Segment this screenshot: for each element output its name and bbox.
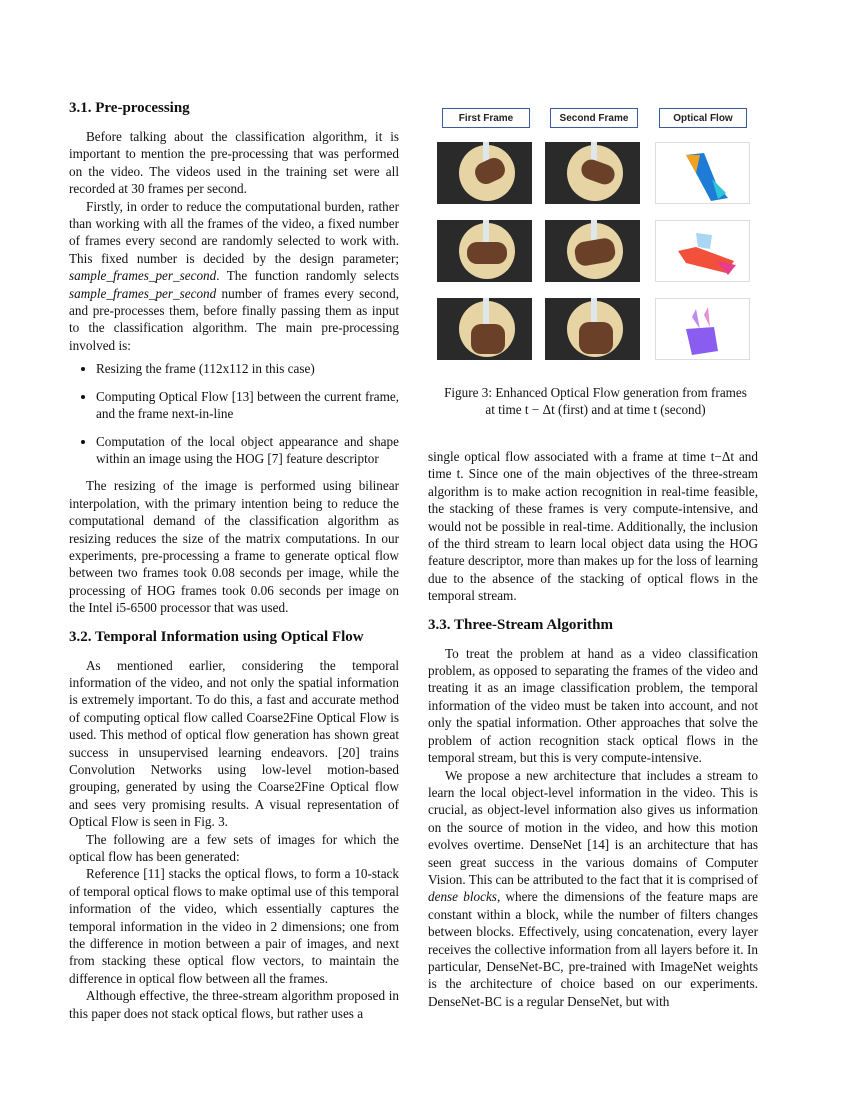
paragraph: As mentioned earlier, considering the temporal information of the video, and not only the spatial information is extremely important. To do this, a fast and accurate method of computing optical flow called Coarse2Fine Optical Flow is used. This method of optical flow generation has shown great success in unsupervised learning endeavors. [20] trains Convolution Networks using low-level motion-based grouping, generated by using the Coarse2Fine Optical flow and sees very promising results. A visual representation of Optical Flow is seen in Fig. 3. [69, 657, 399, 830]
paragraph: The following are a few sets of images for which the optical flow has been generated: [69, 831, 399, 865]
paragraph: Before talking about the classification algorithm, it is important to mention the pre-processing that was performed on the video. The videos used in the training set were all recorded at 30 frames per second. [69, 129, 399, 197]
paragraph: single optical flow associated with a frame at time t−Δt and time t. Since one of the main objectives of the three-stream algorithm is to make action recognition in real-time feasible, the stacking of these frames is very compute-intensive, and would not be possible in real-time. Additionally, the inclusion of the third stream to learn local object data using the HOG feature descriptor, more than makes up for the loss of learning due to the absence of the stacking of optical flows in the temporal stream. [428, 449, 758, 604]
first-frame-image [437, 298, 532, 360]
optical-flow-image [655, 142, 750, 204]
paragraph: Firstly, in order to reduce the computational burden, rather than working with all the frames of the video, a fixed number of frames every second are randomly selected to work with. This fixed number is decided by the design parameter; sample_frames_per_second. The function randomly selects sample_frames_per_second number of frames every second, and pre-processes them, before finally passing them as input to the classification algorithm. The main pre-processing involved is: [69, 198, 399, 353]
label-first-frame: First Frame [442, 108, 530, 128]
optical-flow-image [655, 298, 750, 360]
figure-caption: Figure 3: Enhanced Optical Flow generation from frames at time t − Δt (first) and at time t (second) [444, 385, 747, 417]
figure-optical-flow [437, 108, 755, 363]
second-frame-image [545, 298, 640, 360]
second-frame-image [545, 142, 640, 204]
list-item: • Computing Optical Flow [13] between the current frame, and the frame next-in-line [96, 388, 399, 423]
left-column [69, 98, 399, 1022]
paragraph: We propose a new architecture that includes a stream to learn the local object-level information in the video. This is crucial, as object-level information also gives us information on the source of motion in the video, and how this motion evolves overtime. DenseNet [14] is an architecture that has seen great success in the various domains of Computer Vision. This can be attributed to the fact that it is comprised of dense blocks, where the dimensions of the feature maps are constant within a block, while the number of filters changes between blocks. Effectively, using concatenation, every layer receives the collective information from all layers before it. In particular, DenseNet-BC, pre-trained with ImageNet weights is the architecture of choice based on our experiments. DenseNet-BC is a regular DenseNet, but with [428, 767, 758, 1009]
optical-flow-image [655, 220, 750, 282]
section-title-preprocessing: 3.1. Pre-processing [69, 100, 190, 116]
list-item: • Resizing the frame (112x112 in this case) [96, 360, 399, 377]
first-frame-image [437, 142, 532, 204]
paragraph: Reference [11] stacks the optical flows, to form a 10-stack of temporal optical flows to make optimal use of this temporal information of the video, which essentially captures the temporal information in the video in 2 dimensions; one from the difference in motion between a pair of images, and next from stacking these optical flow vectors, to maintain the difference in optical flow between all the frames. [69, 866, 399, 986]
label-optical-flow: Optical Flow [659, 108, 747, 128]
paragraph: The resizing of the image is performed using bilinear interpolation, with the primary intention being to reduce the computational demand of the classification algorithm as resizing reduces the size of the matrix computations. In our experiments, pre-processing a frame to generate optical flow between two frames took 0.08 seconds per image, while the processing of HOG frames took 0.06 seconds per image on the Intel i5-6500 processor that was used. [69, 478, 399, 616]
right-column [428, 448, 758, 1010]
paragraph: To treat the problem at hand as a video classification problem, as opposed to separating the frames of the video and treating it as an image classification problem, the temporal information of the video must be taken into account, and not only the spatial information. Other approaches that solve the problem of action recognition stack optical flows in the temporal stream, but this is very compute-intensive. [428, 645, 758, 766]
paragraph: Although effective, the three-stream algorithm proposed in this paper does not stack optical flows, but rather uses a [69, 988, 399, 1021]
section-title-three-stream: 3.3. Three-Stream Algorithm [428, 616, 613, 633]
label-second-frame: Second Frame [550, 108, 638, 128]
list-item: • Computation of the local object appearance and shape within an image using the HOG [7] feature descriptor [96, 433, 399, 468]
first-frame-image [437, 220, 532, 282]
section-title-temporal: 3.2. Temporal Information using Optical Flow [69, 628, 364, 645]
second-frame-image [545, 220, 640, 282]
preprocessing-list [69, 360, 399, 467]
